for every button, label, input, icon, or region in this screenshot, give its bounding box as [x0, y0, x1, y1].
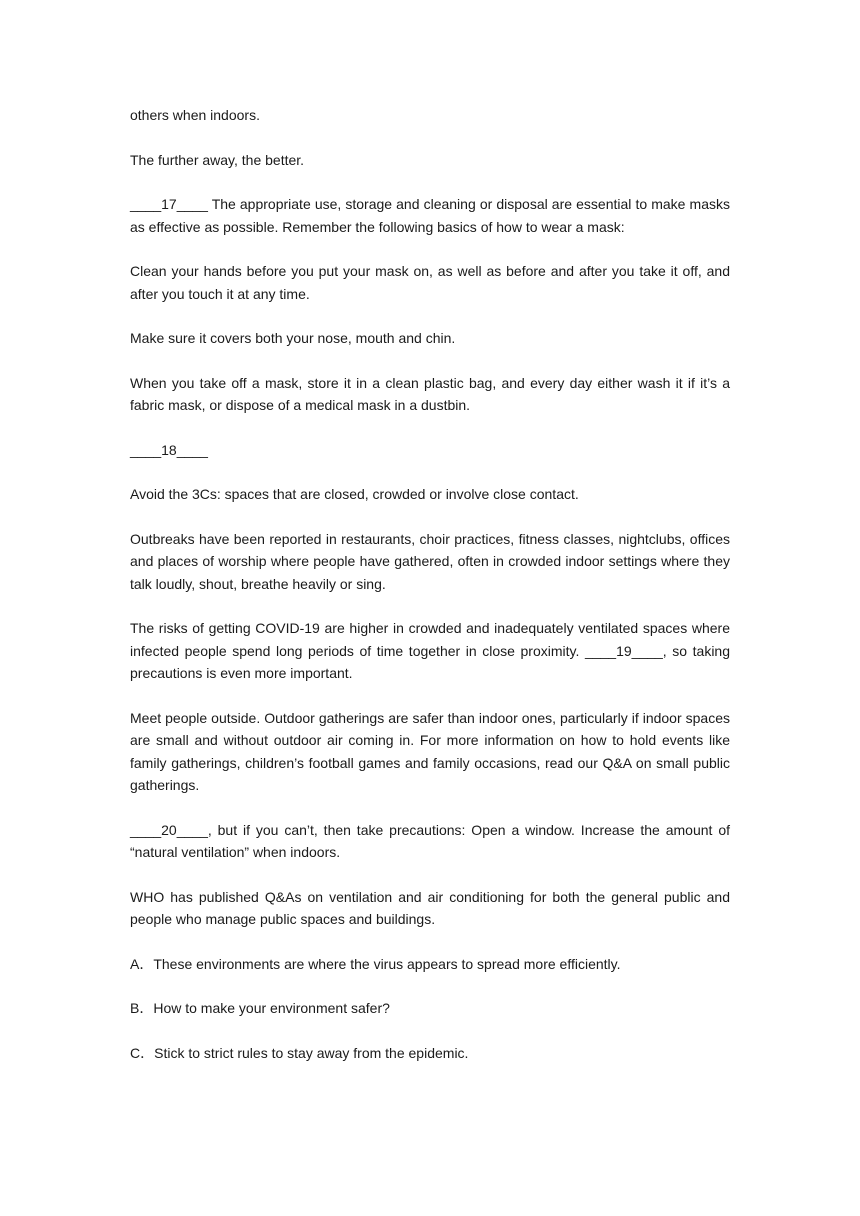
- document-page: [130, 104, 730, 1086]
- paragraph-clean-hands: Clean your hands before you put your mask on, as well as before and after you take it off, and after you touch it at any time.: [130, 263, 730, 302]
- paragraph-continuation: others when indoors.: [130, 107, 260, 123]
- paragraph-meet-outside: Meet people outside. Outdoor gatherings are safer than indoor ones, particularly if indoor spaces are small and without outdoor air coming in. For more information on how to hold events like family gatherings, children’s football games and family occasions, read our Q&A on small public gatherings.: [130, 709, 730, 793]
- paragraph-store-mask: When you take off a mask, store it in a clean plastic bag, and every day either wash it if it’s a fabric mask, or dispose of a medical mask in a dustbin.: [130, 374, 730, 413]
- paragraph-blank-20: ____20____, but if you can’t, then take precautions: Open a window. Increase the amount of “natural ventilation” when indoors.: [130, 821, 730, 860]
- paragraph-avoid-3cs: Avoid the 3Cs: spaces that are closed, crowded or involve close contact.: [130, 486, 579, 502]
- paragraph-cover-face: Make sure it covers both your nose, mouth and chin.: [130, 330, 456, 346]
- paragraph-distance: The further away, the better.: [130, 151, 305, 168]
- option-b: B．How to make your environment safer?: [130, 1000, 390, 1016]
- option-c: C．Stick to strict rules to stay away from the epidemic.: [130, 1044, 469, 1061]
- paragraph-blank-17: ____17____ The appropriate use, storage and cleaning or disposal are essential to make masks as effective as possible. Remember the following basics of how to wear a mask:: [130, 196, 730, 235]
- paragraph-outbreaks: Outbreaks have been reported in restaurants, choir practices, fitness classes, nightclubs, offices and places of worship where people have gathered, often in crowded indoor settings where they talk loudly, shout, breathe heavily or sing.: [130, 530, 730, 592]
- paragraph-who-qa: WHO has published Q&As on ventilation and air conditioning for both the general public and people who manage public spaces and buildings.: [130, 888, 730, 927]
- option-a: A．These environments are where the virus appears to spread more efficiently.: [130, 955, 621, 972]
- paragraph-blank-19: The risks of getting COVID-19 are higher in crowded and inadequately ventilated spaces where infected people spend long periods of time together in close proximity. ____19____, so taking precautions is even more important.: [130, 620, 730, 681]
- paragraph-blank-18: ____18____: [130, 441, 208, 458]
